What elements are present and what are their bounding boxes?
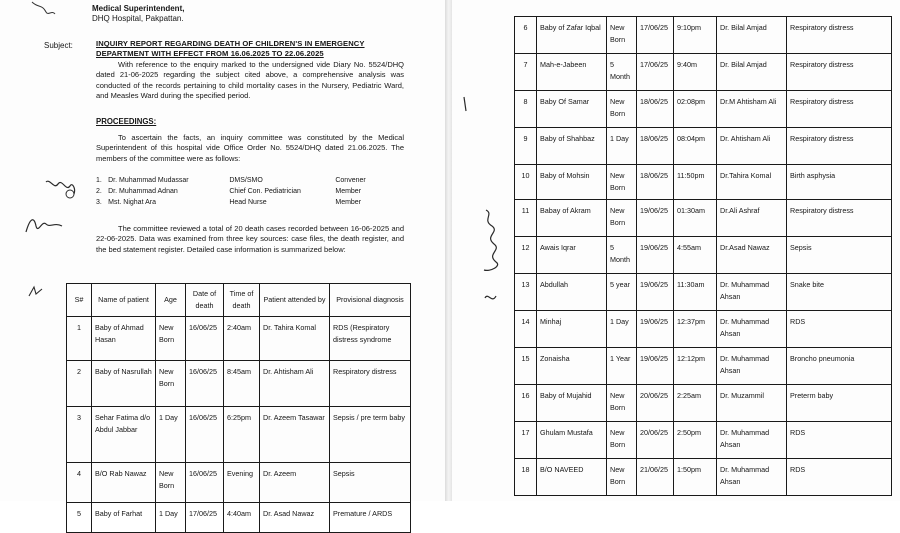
cell-time: 2:25am [674, 385, 717, 422]
committee-designation: Head Nurse [229, 199, 267, 206]
cell-sno: 15 [515, 348, 537, 385]
committee-member-row [96, 186, 396, 197]
cell-doctor: Dr. Tahira Komal [260, 317, 330, 361]
cell-date: 17/06/25 [637, 17, 674, 54]
cell-doctor: Dr. Muzammil [717, 385, 787, 422]
cell-age: New Born [607, 385, 637, 422]
cell-name: Awais Iqrar [537, 237, 607, 274]
cell-date: 16/06/25 [186, 407, 224, 463]
proceedings-paragraph: To ascertain the facts, an inquiry committee was constituted by the Medical Superintendent of this hospital vide Office Order No. 5524/DHQ dated 21.06.2025. The members of the committee were as follows: [96, 133, 404, 163]
cell-date: 18/06/25 [637, 165, 674, 200]
cell-sno: 16 [515, 385, 537, 422]
cell-doctor: Dr.Ali Ashraf [717, 200, 787, 237]
cell-name: Baby of Shahbaz [537, 128, 607, 165]
cell-diagnosis: Sepsis / pre term baby [330, 407, 411, 463]
cell-date: 17/06/25 [186, 503, 224, 533]
cell-age: New Born [607, 91, 637, 128]
cell-date: 16/06/25 [186, 361, 224, 407]
cell-time: 9:40m [674, 54, 717, 91]
cell-date: 19/06/25 [637, 274, 674, 311]
cell-age: New Born [607, 17, 637, 54]
table-row [515, 348, 892, 385]
cell-doctor: Dr.Asad Nawaz [717, 237, 787, 274]
cell-diagnosis: Sepsis [330, 463, 411, 503]
committee-role: Convener [335, 177, 366, 184]
cell-time: 02:08pm [674, 91, 717, 128]
cell-time: 2:50pm [674, 422, 717, 459]
committee-no: 3. [96, 199, 102, 206]
cell-sno: 1 [67, 317, 92, 361]
cell-sno: 18 [515, 459, 537, 496]
cell-name: Zonaisha [537, 348, 607, 385]
table-row [515, 128, 892, 165]
cell-name: Baby of Farhat [92, 503, 156, 533]
cell-age: 5 Month [607, 237, 637, 274]
table-row [515, 459, 892, 496]
cell-name: Baby of Nasrullah [92, 361, 156, 407]
cell-name: Baby Of Samar [537, 91, 607, 128]
subject-line: INQUIRY REPORT REGARDING DEATH OF CHILDREN'S IN EMERGENCY DEPARTMENT WITH EFFECT FROM 16.06.2025 TO 22.06.2025 [96, 39, 365, 58]
cell-sno: 9 [515, 128, 537, 165]
cell-date: 20/06/25 [637, 422, 674, 459]
cell-time: 1:50pm [674, 459, 717, 496]
table-row [67, 503, 411, 533]
initials-signature [40, 176, 80, 204]
table-row [515, 422, 892, 459]
cell-doctor: Dr. Muhammad Ahsan [717, 311, 787, 348]
intro-paragraph: With reference to the enquiry marked to the undersigned vide Diary No. 5524/DHQ dated 21-06-2025 regarding the subject cited above, a comprehensive analysis was conducted of the records pertaining to child mortality cases in the Nursery, Pediatric Ward, and Measles Ward during the specified period. [96, 60, 404, 101]
cell-date: 17/06/25 [637, 54, 674, 91]
committee-designation: Chief Con. Pediatrician [229, 188, 301, 195]
cell-diagnosis: Respiratory distress [330, 361, 411, 407]
committee-no: 2. [96, 188, 102, 195]
cell-diagnosis: RDS [787, 422, 892, 459]
column-header: Age [156, 284, 186, 317]
table-row [515, 91, 892, 128]
cell-name: Babay of Akram [537, 200, 607, 237]
cell-time: 2:40am [224, 317, 260, 361]
cell-name: Minhaj [537, 311, 607, 348]
cell-sno: 3 [67, 407, 92, 463]
committee-member-row [96, 175, 396, 186]
table-row [67, 317, 411, 361]
cell-time: 9:10pm [674, 17, 717, 54]
cell-sno: 12 [515, 237, 537, 274]
cell-date: 16/06/25 [186, 463, 224, 503]
cell-name: Ghulam Mustafa [537, 422, 607, 459]
cell-sno: 14 [515, 311, 537, 348]
cell-age: 1 Day [607, 311, 637, 348]
cell-diagnosis: RDS [787, 311, 892, 348]
office-heading: Medical Superintendent, [92, 4, 185, 13]
report-page-right [452, 0, 900, 501]
column-header: Patient attended by [260, 284, 330, 317]
cell-age: New Born [156, 361, 186, 407]
cell-name: Baby of Mohsin [537, 165, 607, 200]
cell-sno: 8 [515, 91, 537, 128]
cell-doctor: Dr. Muhammad Ahsan [717, 459, 787, 496]
cell-diagnosis: Respiratory distress [787, 54, 892, 91]
cell-diagnosis: RDS [787, 459, 892, 496]
cell-name: Sehar Fatima d/o Abdul Jabbar [92, 407, 156, 463]
cell-diagnosis: Preterm baby [787, 385, 892, 422]
cell-diagnosis: Snake bite [787, 274, 892, 311]
review-paragraph: The committee reviewed a total of 20 death cases recorded between 16-06-2025 and 22-06-2025. Data was examined from three key sources: case files, the death register, and the bed statement register. Detailed case information is summarized below: [96, 224, 404, 254]
cell-doctor: Dr. Ahtisham Ali [717, 128, 787, 165]
committee-name: Dr. Muhammad Adnan [108, 188, 178, 195]
cell-doctor: Dr. Asad Nawaz [260, 503, 330, 533]
cell-doctor: Dr. Muhammad Ahsan [717, 422, 787, 459]
cell-date: 19/06/25 [637, 237, 674, 274]
cell-diagnosis: Respiratory distress [787, 17, 892, 54]
column-header: Date of death [186, 284, 224, 317]
cell-date: 16/06/25 [186, 317, 224, 361]
cell-doctor: Dr.M Ahtisham Ali [717, 91, 787, 128]
table-row [515, 165, 892, 200]
cell-time: 4:55am [674, 237, 717, 274]
table-row [515, 385, 892, 422]
cell-age: New Born [156, 317, 186, 361]
table-row [67, 361, 411, 407]
committee-member-row [96, 197, 396, 208]
cell-name: Mah-e-Jabeen [537, 54, 607, 91]
margin-tick-mark [26, 284, 46, 300]
cell-age: New Born [156, 463, 186, 503]
cell-name: Baby of Zafar Iqbal [537, 17, 607, 54]
cell-date: 19/06/25 [637, 311, 674, 348]
margin-tick-mark [460, 95, 474, 113]
cell-time: 12:37pm [674, 311, 717, 348]
cell-diagnosis: Respiratory distress [787, 200, 892, 237]
subject-label: Subject: [44, 41, 73, 50]
cell-doctor: Dr. Azeem Tasawar [260, 407, 330, 463]
death-cases-table [66, 283, 411, 533]
cell-time: 01:30am [674, 200, 717, 237]
cell-doctor: Dr. Muhammad Ahsan [717, 348, 787, 385]
column-header: Provisional diagnosis [330, 284, 411, 317]
cell-time: 6:25pm [224, 407, 260, 463]
cell-doctor: Dr. Ahtisham Ali [260, 361, 330, 407]
cell-age: 5 Month [607, 54, 637, 91]
cell-age: New Born [607, 200, 637, 237]
committee-name: Dr. Muhammad Mudassar [108, 177, 189, 184]
cell-sno: 11 [515, 200, 537, 237]
cell-date: 20/06/25 [637, 385, 674, 422]
table-row [515, 274, 892, 311]
cell-name: B/O Rab Nawaz [92, 463, 156, 503]
column-header: Name of patient [92, 284, 156, 317]
cell-diagnosis: RDS (Respiratory distress syndrome [330, 317, 411, 361]
cell-age: 5 year [607, 274, 637, 311]
cell-sno: 4 [67, 463, 92, 503]
cell-time: 4:40am [224, 503, 260, 533]
cell-sno: 6 [515, 17, 537, 54]
table-row [515, 17, 892, 54]
cell-time: 08:04pm [674, 128, 717, 165]
cell-diagnosis: Sepsis [787, 237, 892, 274]
cell-name: Baby of Ahmad Hasan [92, 317, 156, 361]
table-row [67, 407, 411, 463]
handwritten-signature [22, 212, 66, 238]
cell-diagnosis: Broncho pneumonia [787, 348, 892, 385]
cell-age: 1 Year [607, 348, 637, 385]
cell-age: 1 Day [156, 503, 186, 533]
cell-age: 1 Day [607, 128, 637, 165]
cell-time: 11:50pm [674, 165, 717, 200]
cell-date: 19/06/25 [637, 200, 674, 237]
committee-designation: DMS/SMO [229, 177, 263, 184]
cell-diagnosis: Respiratory distress [787, 91, 892, 128]
cell-age: 1 Day [156, 407, 186, 463]
cell-date: 18/06/25 [637, 128, 674, 165]
committee-role: Member [335, 199, 362, 206]
column-header: Time of death [224, 284, 260, 317]
cell-age: New Born [607, 165, 637, 200]
committee-no: 1. [96, 177, 102, 184]
committee-list [96, 175, 396, 208]
cell-diagnosis: Respiratory distress [787, 128, 892, 165]
cell-time: 12:12pm [674, 348, 717, 385]
cell-time: 8:45am [224, 361, 260, 407]
handwritten-signature [476, 206, 510, 276]
initials-mark [482, 290, 500, 306]
table-row [67, 463, 411, 503]
cell-sno: 13 [515, 274, 537, 311]
cell-time: 11:30am [674, 274, 717, 311]
cell-date: 21/06/25 [637, 459, 674, 496]
handwritten-mark-top [28, 0, 58, 20]
proceedings-heading: PROCEEDINGS: [96, 117, 157, 126]
cell-sno: 7 [515, 54, 537, 91]
cell-doctor: Dr.Tahira Komal [717, 165, 787, 200]
committee-name: Mst. Nighat Ara [108, 199, 156, 206]
table-row [515, 311, 892, 348]
table-row [515, 54, 892, 91]
cell-sno: 17 [515, 422, 537, 459]
column-header: S# [67, 284, 92, 317]
cell-sno: 2 [67, 361, 92, 407]
cell-date: 18/06/25 [637, 91, 674, 128]
table-row [515, 200, 892, 237]
report-page-left [0, 0, 446, 518]
cell-doctor: Dr. Azeem [260, 463, 330, 503]
cell-time: Evening [224, 463, 260, 503]
cell-age: New Born [607, 422, 637, 459]
cell-sno: 10 [515, 165, 537, 200]
cell-date: 19/06/25 [637, 348, 674, 385]
cell-name: Abdullah [537, 274, 607, 311]
cell-name: B/O NAVEED [537, 459, 607, 496]
committee-role: Member [335, 188, 362, 195]
cell-doctor: Dr. Muhammad Ahsan [717, 274, 787, 311]
cell-doctor: Dr. Bilal Amjad [717, 17, 787, 54]
cell-diagnosis: Premature / ARDS [330, 503, 411, 533]
cell-age: New Born [607, 459, 637, 496]
cell-name: Baby of Mujahid [537, 385, 607, 422]
hospital-name: DHQ Hospital, Pakpattan. [92, 14, 184, 23]
cell-doctor: Dr. Bilal Amjad [717, 54, 787, 91]
table-row [515, 237, 892, 274]
cell-diagnosis: Birth asphysia [787, 165, 892, 200]
death-cases-table-continued [514, 16, 892, 496]
cell-sno: 5 [67, 503, 92, 533]
table-header-row [67, 284, 411, 317]
